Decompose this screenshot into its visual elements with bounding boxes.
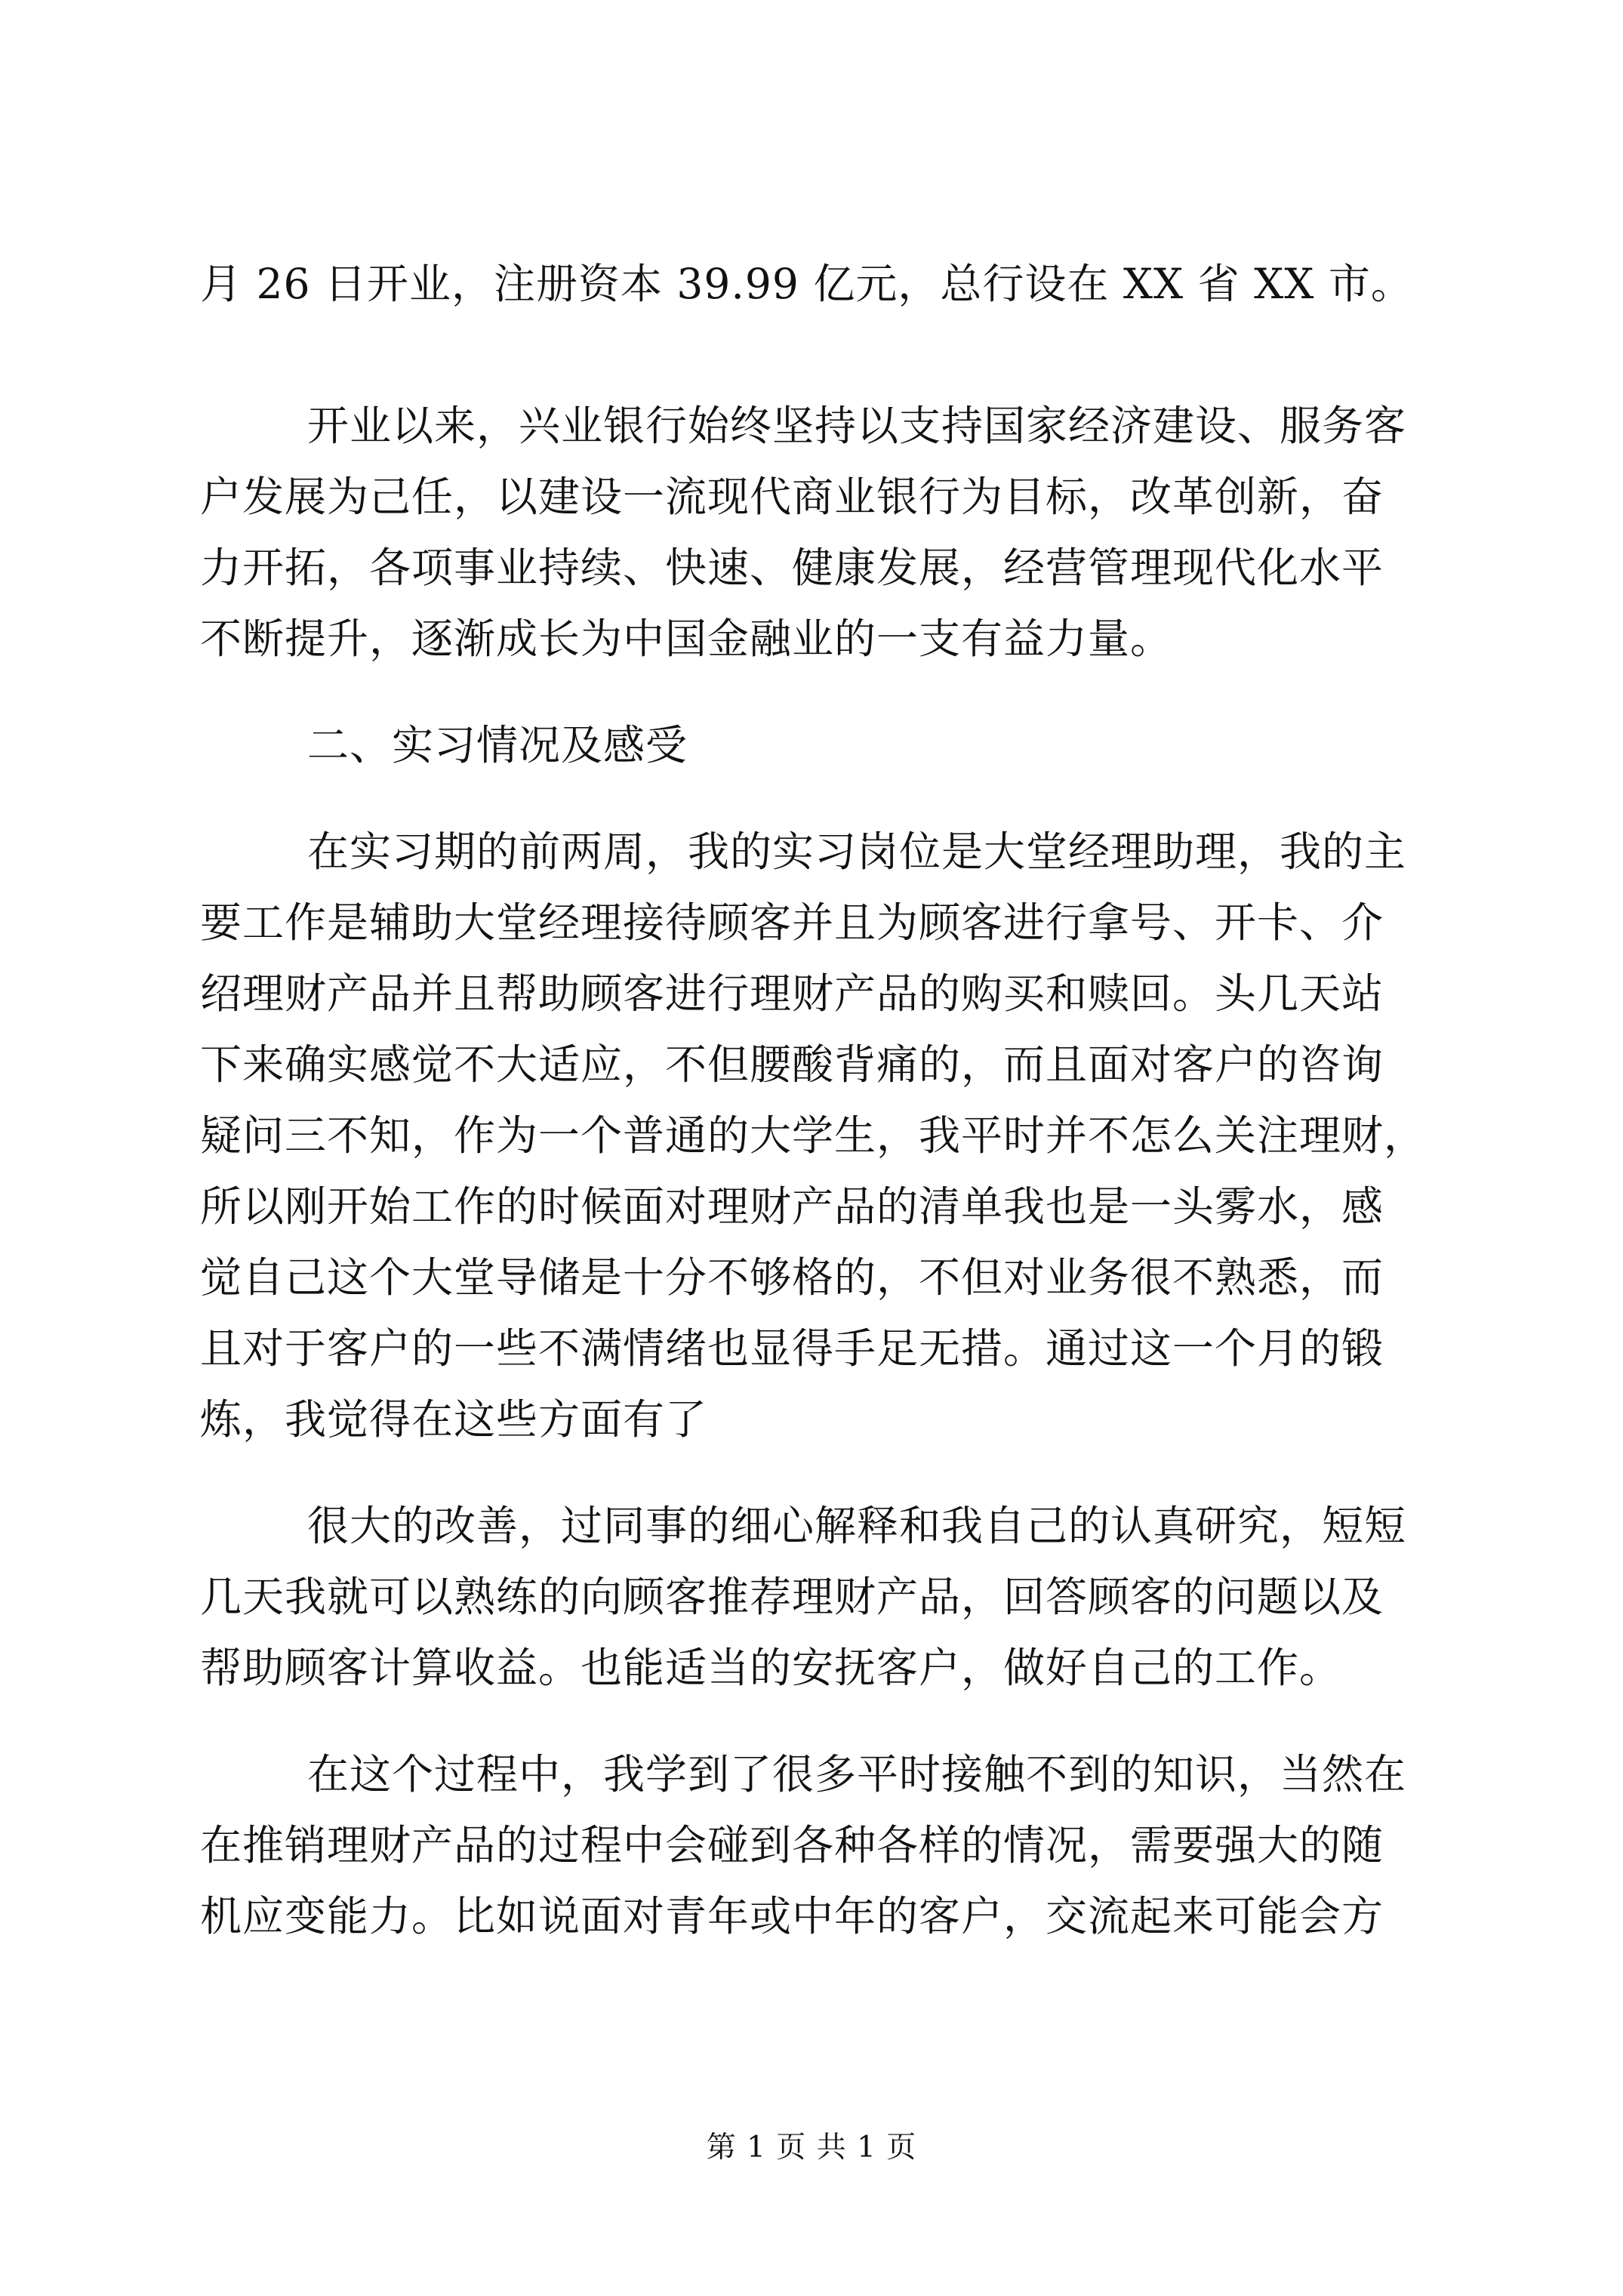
paragraph-line: 几天我就可以熟练的向顾客推荐理财产品，回答顾客的问题以及 xyxy=(200,1573,1384,1621)
paragraph-line: 所以刚开始工作的时候面对理财产品的清单我也是一头雾水，感 xyxy=(200,1182,1384,1231)
section-heading: 二、实习情况及感受 xyxy=(307,721,688,769)
paragraph-line: 在这个过程中，我学到了很多平时接触不到的知识，当然在 xyxy=(307,1750,1407,1798)
paragraph-line: 帮助顾客计算收益。也能适当的安抚客户，做好自己的工作。 xyxy=(200,1644,1342,1692)
paragraph-line: 觉自己这个大堂导储是十分不够格的，不但对业务很不熟悉，而 xyxy=(200,1253,1384,1302)
paragraph-line: 下来确实感觉不大适应，不但腰酸背痛的，而且面对客户的咨询 xyxy=(200,1040,1384,1089)
paragraph-line: 疑问三不知，作为一个普通的大学生，我平时并不怎么关注理财， xyxy=(200,1111,1427,1160)
paragraph-line: 很大的改善，过同事的细心解释和我自己的认真研究，短短 xyxy=(307,1502,1407,1550)
paragraph-line: 炼，我觉得在这些方面有了 xyxy=(200,1395,708,1444)
paragraph-line: 不断提升，逐渐成长为中国金融业的一支有益力量。 xyxy=(200,615,1173,663)
paragraph-line: 开业以来，兴业银行始终坚持以支持国家经济建设、服务客 xyxy=(307,402,1407,450)
paragraph-line: 在推销理财产品的过程中会碰到各种各样的情况，需要强大的随 xyxy=(200,1821,1384,1869)
paragraph-line: 且对于客户的一些不满情绪也显得手足无措。通过这一个月的锻 xyxy=(200,1324,1384,1373)
paragraph-line: 绍理财产品并且帮助顾客进行理财产品的购买和赎回。头几天站 xyxy=(200,969,1384,1018)
paragraph-line: 户发展为己任，以建设一流现代商业银行为目标，改革创新，奋 xyxy=(200,473,1384,521)
paragraph-line: 月 26 日开业，注册资本 39.99 亿元，总行设在 XX 省 XX 市。 xyxy=(200,260,1413,308)
paragraph-line: 在实习期的前两周，我的实习岗位是大堂经理助理，我的主 xyxy=(307,827,1407,876)
page-footer: 第 1 页 共 1 页 xyxy=(706,2131,917,2165)
paragraph-line: 要工作是辅助大堂经理接待顾客并且为顾客进行拿号、开卡、介 xyxy=(200,898,1384,947)
paragraph-line: 力开拓，各项事业持续、快速、健康发展，经营管理现代化水平 xyxy=(200,544,1384,592)
paragraph-line: 机应变能力。比如说面对青年或中年的客户，交流起来可能会方 xyxy=(200,1892,1384,1940)
